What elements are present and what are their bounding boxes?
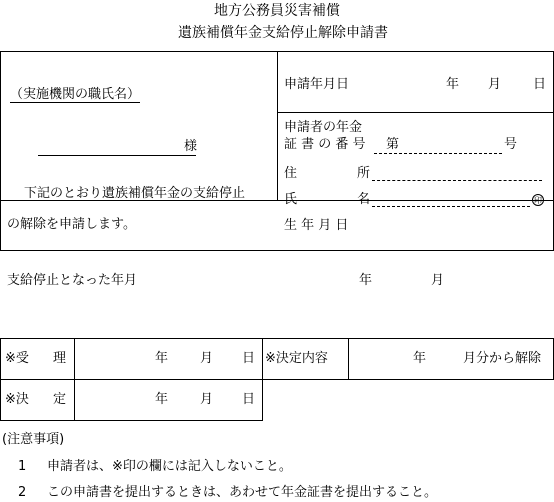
certificate-label-line2: 証 書 の 番 号 [284,137,366,152]
addressee-label: （実施機関の職氏名） [10,87,141,102]
main-form-divider [277,51,278,200]
decision-content-label: ※決定内容 [265,351,328,366]
office-col-divider2 [262,338,263,420]
note-item-text: 申請者は、※印の欄には記入しないこと。 [47,459,292,474]
decided-label-char2: 定 [53,392,67,407]
received-label-char1: ※受 [5,351,29,366]
stop-date-month: 月 [431,273,445,288]
office-col-divider1 [74,338,75,420]
form-title-line2: 遺族補償年金支給停止解除申請書 [178,25,388,41]
certificate-number-field[interactable] [374,153,502,154]
office-row2-bottom [0,420,263,421]
application-date-day: 日 [533,77,547,92]
name-label-char1: 氏 [284,192,298,207]
form-title-line1: 地方公務員災害補償 [214,3,340,19]
received-year: 年 [155,351,169,366]
office-col-divider3 [348,338,349,380]
certificate-suffix: 号 [504,137,518,152]
office-row2-left [0,380,1,420]
received-month: 月 [200,351,214,366]
decision-content-year: 年 [413,351,427,366]
stop-date-year: 年 [359,273,373,288]
decided-year: 年 [155,392,169,407]
application-date-year: 年 [446,77,460,92]
birthdate-label: 生 年 月 日 [284,218,349,233]
certificate-prefix: 第 [386,137,400,152]
seal-mark: 印 [534,196,542,205]
received-day: 日 [242,351,256,366]
name-label-char2: 名 [357,192,371,207]
name-field[interactable] [372,206,530,207]
decided-day: 日 [242,392,256,407]
note-item-number: 2 [18,485,27,500]
statement-line1: 下記のとおり遺族補償年金の支給停止 [24,186,246,201]
statement-line2: の解除を申請します。 [7,217,136,232]
honorific-sama: 様 [184,139,198,154]
address-field[interactable] [372,180,542,181]
stop-date-label: 支給停止となった年月 [7,273,138,288]
addressee-name-line[interactable] [38,155,196,156]
application-date-month: 月 [488,77,502,92]
received-label-char2: 理 [53,351,67,366]
decision-content-month: 月分から解除 [463,351,542,366]
date-row-divider [277,112,554,113]
decided-label-char1: ※決 [5,392,29,407]
address-label-char2: 所 [357,166,371,181]
decided-month: 月 [200,392,214,407]
application-date-label: 申請年月日 [284,77,350,92]
note-item-text: この申請書を提出するときは、あわせて年金証書を提出すること。 [47,485,438,500]
certificate-label-line1: 申請者の年金 [284,120,363,135]
notes-heading: (注意事項) [2,432,65,447]
address-label-char1: 住 [284,166,298,181]
note-item-number: 1 [18,459,27,474]
